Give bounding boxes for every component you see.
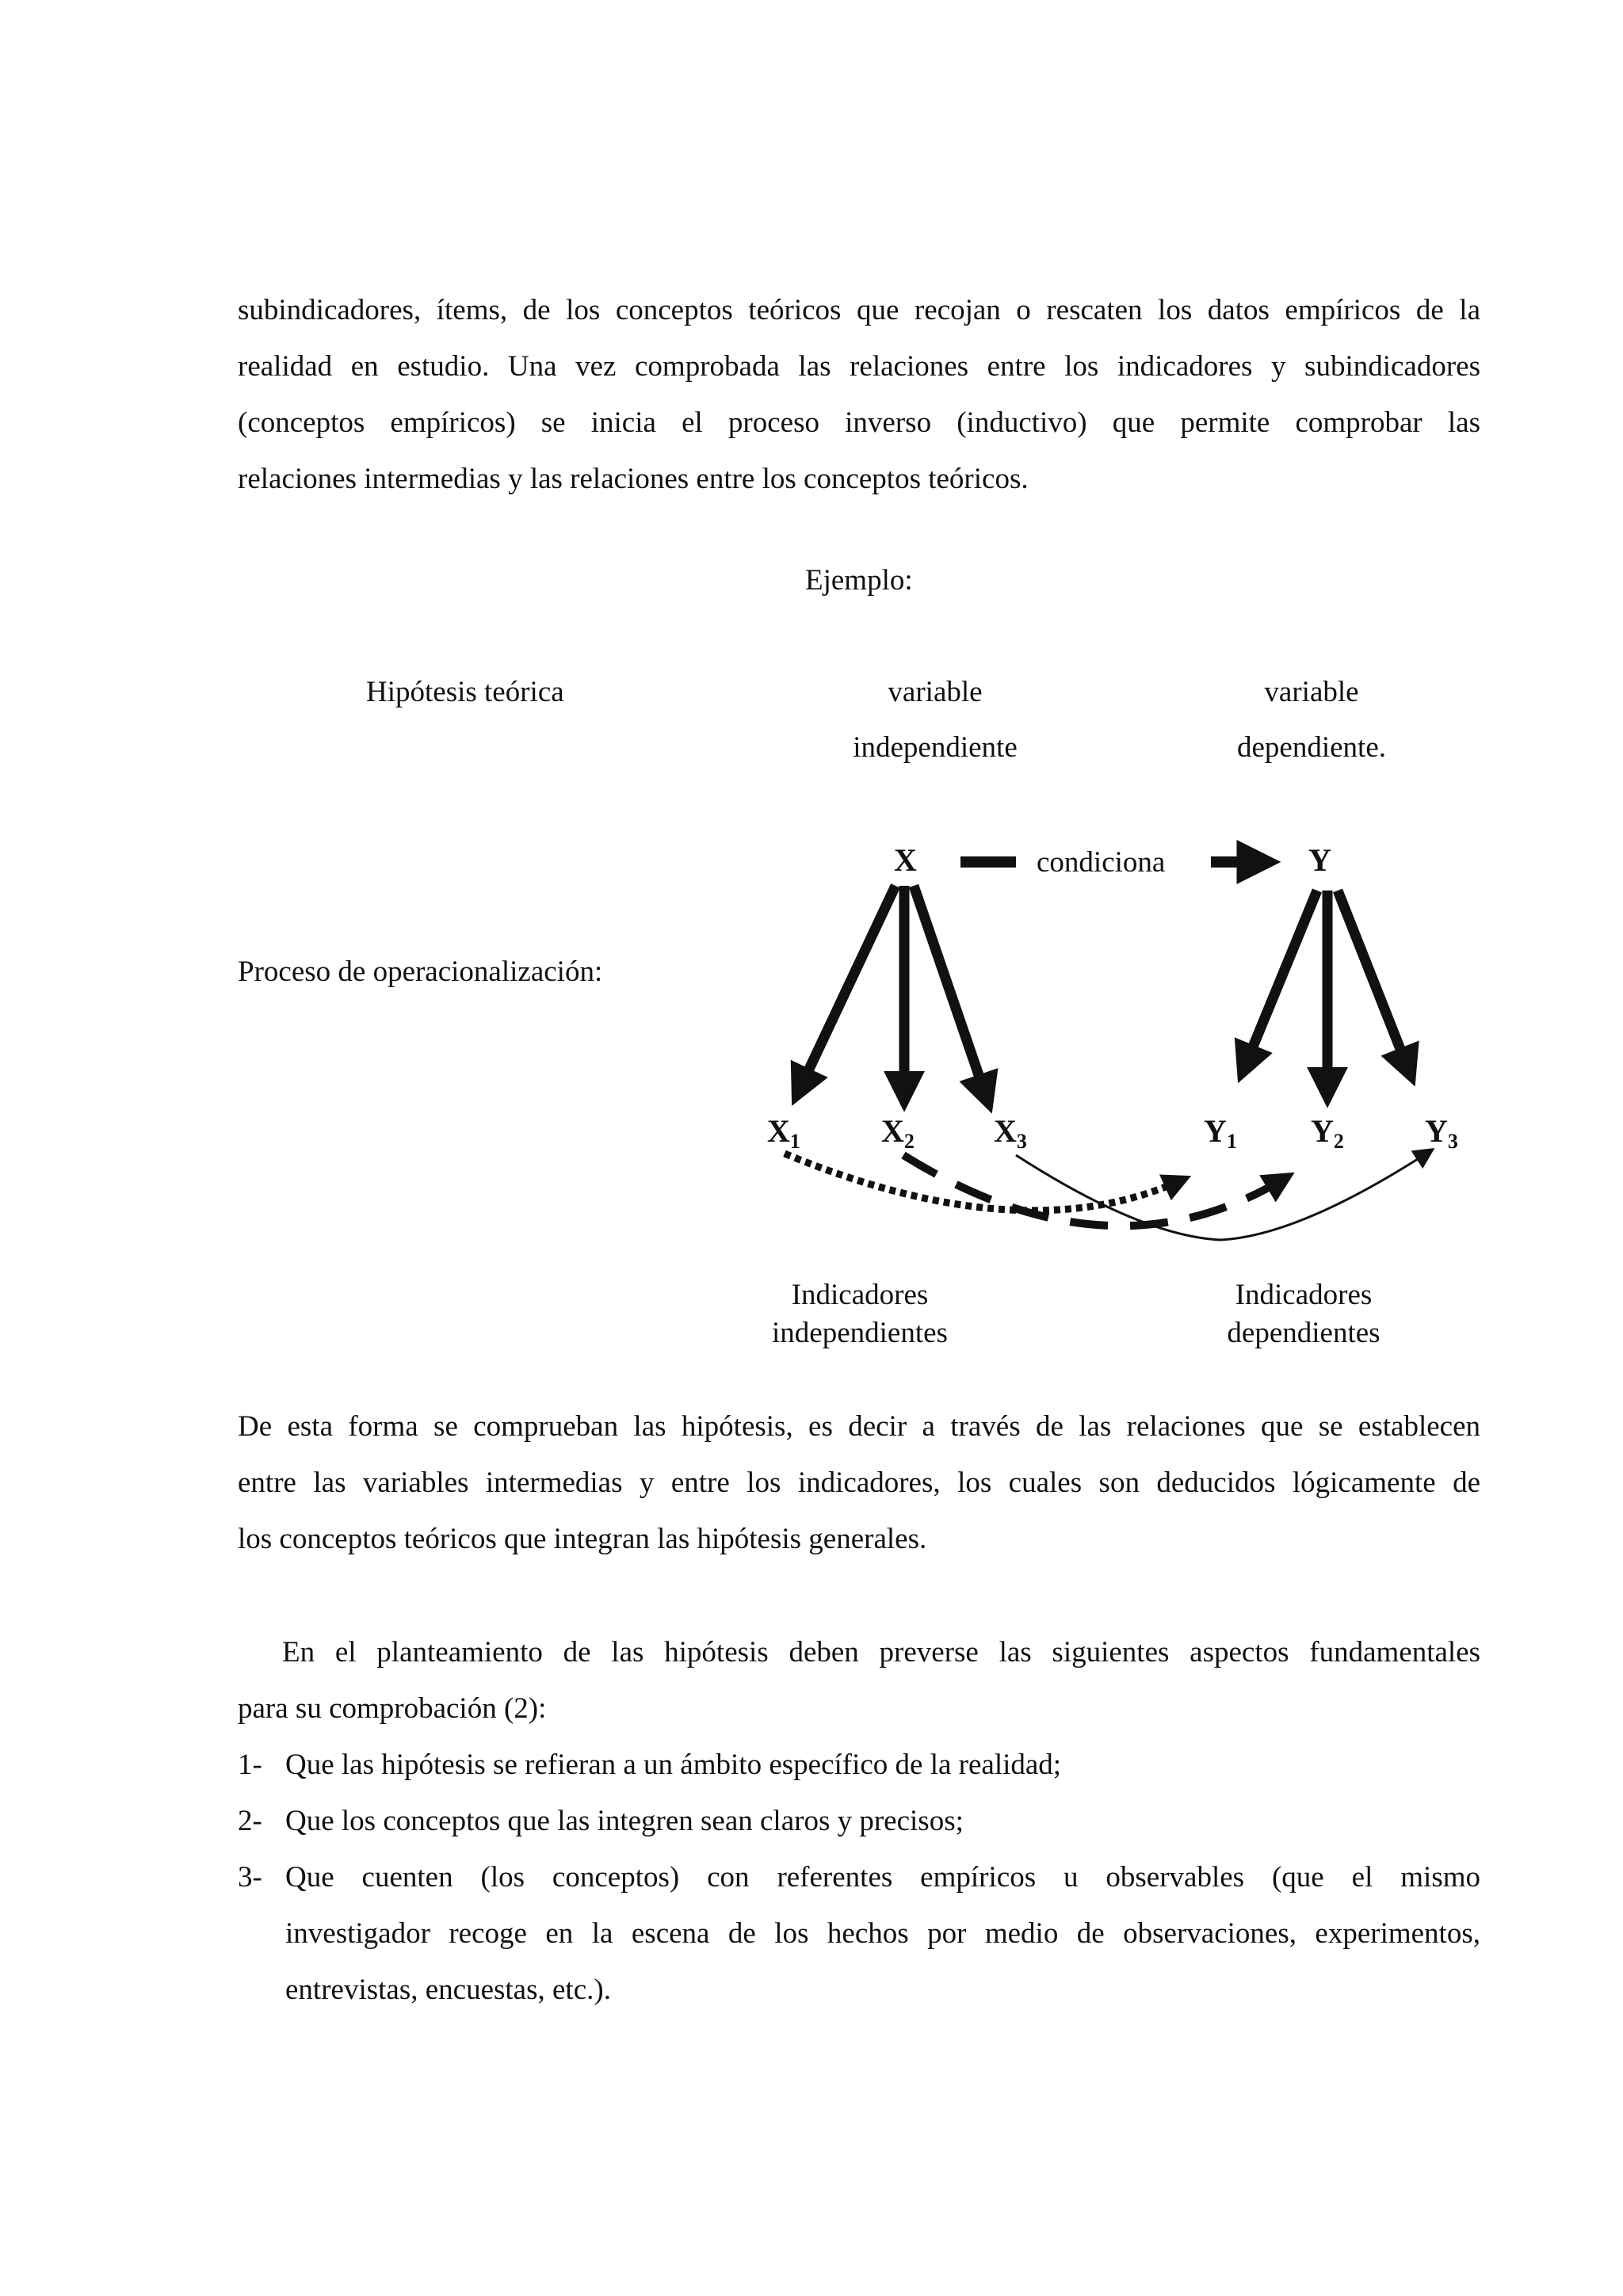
hypothesis-label: Hipótesis teórica <box>366 676 564 708</box>
intro-line: relaciones intermedias y las relaciones entre los conceptos teóricos. <box>238 463 1029 495</box>
list-item <box>238 1737 1480 1793</box>
indicator-y3: $Y_3$ <box>1425 1113 1458 1153</box>
x-to-x1-arrow <box>799 886 896 1091</box>
list-item-text: investigador recoge en la escena de los hechos por medio de observaciones, experimentos, <box>285 1917 1480 1950</box>
indicator-y1: $Y_1$ <box>1204 1113 1237 1153</box>
list-item <box>238 1793 1480 1849</box>
intro-line: (conceptos empíricos) se inicia el proceso inverso (inductivo) que permite comprobar las <box>238 406 1480 439</box>
list-item-number: 1- <box>238 1749 262 1781</box>
aspects-intro-paragraph <box>238 1624 1480 1737</box>
dependent-indicators-caption-line1: Indicadores <box>1235 1279 1373 1311</box>
conclusion-paragraph <box>238 1398 1480 1567</box>
aspects-intro-line: para su comprobación (2): <box>238 1692 547 1725</box>
intro-paragraph <box>238 282 1480 507</box>
list-item-number: 3- <box>238 1861 262 1894</box>
dependent-variable-label-line1: variable <box>1264 676 1359 708</box>
list-item <box>238 1849 1480 2018</box>
variable-x: X <box>894 842 917 878</box>
list-item-text: Que las hipótesis se refieran a un ámbito específico de la realidad; <box>285 1749 1062 1781</box>
dependent-variable-label-line2: dependiente. <box>1237 731 1386 764</box>
list-item-number: 2- <box>238 1805 262 1837</box>
x1-to-y1-dotted-link <box>785 1154 1181 1211</box>
process-label: Proceso de operacionalización: <box>238 955 603 988</box>
intro-line: subindicadores, ítems, de los conceptos teóricos que recojan o rescaten los datos empíricos de la <box>238 294 1480 326</box>
conclusion-line: los conceptos teóricos que integran las hipótesis generales. <box>238 1523 927 1555</box>
y-to-y1-arrow <box>1244 891 1317 1068</box>
list-item-text: Que los conceptos que las integren sean claros y precisos; <box>285 1805 964 1837</box>
y-to-y3-arrow <box>1338 891 1409 1071</box>
indicator-y2: $Y_2$ <box>1311 1113 1344 1153</box>
conclusion-line: entre las variables intermedias y entre los indicadores, los cuales son deducidos lógicamente de <box>238 1466 1480 1499</box>
x2-to-y2-dashed-link <box>903 1155 1284 1226</box>
indicator-x1: $X_1$ <box>767 1113 800 1153</box>
dependent-indicators-caption-line2: dependientes <box>1227 1317 1381 1349</box>
conclusion-line: De esta forma se comprueban las hipótesis, es decir a través de las relaciones que se establecen <box>238 1410 1480 1443</box>
intro-line: realidad en estudio. Una vez comprobada las relaciones entre los indicadores y subindicadores <box>238 350 1480 383</box>
x3-to-y3-thin-link <box>1016 1150 1431 1240</box>
variable-y: Y <box>1308 842 1331 878</box>
indicator-x3: $X_3$ <box>994 1113 1027 1153</box>
independent-indicators-caption-line1: Indicadores <box>791 1279 929 1311</box>
x-to-x3-arrow <box>914 886 987 1098</box>
list-item-text: entrevistas, encuestas, etc.). <box>285 1974 611 2006</box>
aspects-intro-line: En el planteamiento de las hipótesis deben preverse las siguientes aspectos fundamentales <box>282 1636 1480 1669</box>
example-heading: Ejemplo: <box>805 564 913 597</box>
list-item-text: Que cuenten (los conceptos) con referentes empíricos u observables (que el mismo <box>285 1861 1480 1894</box>
independent-indicators-caption-line2: independientes <box>772 1317 948 1349</box>
independent-variable-label-line2: independiente <box>853 731 1018 764</box>
relation-label: condiciona <box>1037 846 1166 879</box>
indicator-x2: $X_2$ <box>881 1113 915 1153</box>
independent-variable-label-line1: variable <box>888 676 983 708</box>
